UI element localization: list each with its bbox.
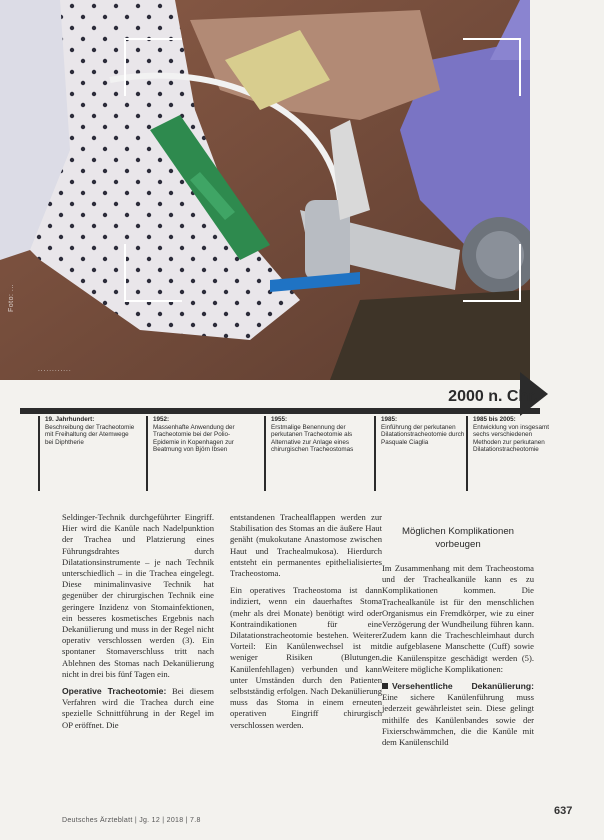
timeline-entry (38, 416, 138, 491)
paragraph (382, 681, 534, 748)
timeline-entry (146, 416, 246, 491)
timeline-entry-year: 1955: (271, 416, 288, 423)
timeline-entry-year: 1952: (153, 416, 170, 423)
timeline-entry-text: Entwicklung von insgesamt sechs verschiedenen Methoden zur perkutanen Dilatationstracheotomie (473, 423, 549, 454)
square-bullet-icon (382, 683, 388, 689)
timeline-entry (264, 416, 364, 491)
timeline-entry-year: 1985: (381, 416, 398, 423)
paragraph-text: Bei diesem Verfahren wird die Trachea durch eine spezielle Schnittführung in der Regel im OP eröffnet. Die (62, 686, 214, 730)
page-number: 637 (554, 805, 573, 817)
tracheostomy-photo (0, 0, 530, 380)
timeline-entry-text: Beschreibung der Tracheotomie mit Freihaltung der Atemwege bei Diphtherie (45, 423, 135, 446)
timeline-entry-year: 19. Jahrhundert: (45, 416, 95, 423)
paragraph: Seldinger-Technik durchgeführter Eingriff. Hier wird die Kanüle nach Nadelpunktion der Trachea und Platzierung eines Führungsdrahtes durch Dilatationsinstrumente – je nach Technik unterschiedlich – in die Trachea eingelegt. Diese minimalinvasive Technik hat gegenüber der chirurgischen Technik eine geringere Inzidenz von Stomainfektionen, ein besseres kosmetisches Ergebnis nach Dekanülierung und muss in der Regel nicht operativ verschlossen werden (3). Ein spontaner Stomaverschluss tritt nach Ablehnen des Stomas nach Dekanülierung nicht in drei bis fünf Tagen ein. (62, 512, 214, 679)
run-in-heading: Versehentliche Dekanülierung: (392, 681, 534, 692)
paragraph: entstandenen Trachealflappen werden zur Stabilisation des Stomas an die äußere Haut genäht (mukokutane Anastomose zwischen Haut und Trachealmukosa). Hierdurch entsteht ein permanentes epithelialisiertes Tracheostoma. (230, 512, 382, 579)
frame-corner-bottom-left (124, 244, 182, 302)
timeline-entry-year: 1985 bis 2005: (473, 416, 516, 423)
paragraph: Im Zusammenhang mit dem Tracheostoma und der Trachealkanüle kann es zu Komplikationen kommen. Die Trachealkanüle ist für den menschlichen Organismus ein Fremdkörper, wie zu einer Verzögerung der Wundheilung führen kann. Zudem kann die Tracheschleimhaut durch die aufgeblasene Manschette (Cuff) sowie die Kanülenspitze geschädigt werden (5). Weitere mögliche Komplikationen: (382, 563, 534, 674)
frame-corner-top-left (124, 38, 182, 96)
photo-caption: ............ (38, 366, 72, 373)
timeline-era-label: 2000 n. Chr. (448, 388, 538, 405)
timeline-entry (466, 416, 552, 491)
timeline-entry-text: Einführung der perkutanen Dilatationstracheotomie durch Pasquale Ciaglia (381, 423, 465, 446)
photo-credit: Foto: ... (8, 283, 15, 312)
paragraph-text: Eine sichere Kanülenführung muss jederzeit gewährleistet sein. Diese gelingt mithilfe des Kanülenbandes sowie der Fixierschwämmchen, die die Kanüle mit dem Kanülenschild (382, 692, 534, 748)
timeline-entry (374, 416, 474, 491)
paragraph (62, 686, 214, 731)
run-in-heading: Operative Tracheotomie: (62, 686, 167, 697)
frame-corner-bottom-right (463, 244, 521, 302)
timeline-line (20, 408, 540, 414)
journal-footer: Deutsches Ärzteblatt | Jg. 12 | 2018 | 7.8 (62, 817, 201, 824)
text-column-3 (382, 516, 534, 754)
paragraph: Ein operatives Tracheostoma ist dann indiziert, wenn ein dauerhaftes Stoma (mehr als drei Monate) benötigt wird oder Kontraindikationen für eine Dilatationstracheotomie bestehen. Weiterer Vorteil: Ein Kanülenwechsel ist mit weniger Risiken (Blutungen, Kanülenfehllagen) verbunden und kann unter Umständen durch den Patienten selbstständig erfolgen. Nach Dekanülierung muss das Stoma in einem erneuten operativen Eingriff chirurgisch verschlossen werden. (230, 585, 382, 730)
timeline-entry-text: Massenhafte Anwendung der Tracheotomie bei der Polio-Epidemie in Kopenhagen zur Beatmung von Björn Ibsen (153, 423, 235, 454)
text-column-1 (62, 512, 214, 737)
section-heading: Möglichen Komplikationen vorbeugen (402, 526, 514, 550)
text-column-2 (230, 512, 382, 737)
frame-corner-top-right (463, 38, 521, 96)
photo-illustration (0, 0, 530, 380)
timeline-entry-text: Erstmalige Benennung der perkutanen Tracheotomie als Alternative zur Anlage eines chirurgischen Tracheostomas (271, 423, 354, 454)
